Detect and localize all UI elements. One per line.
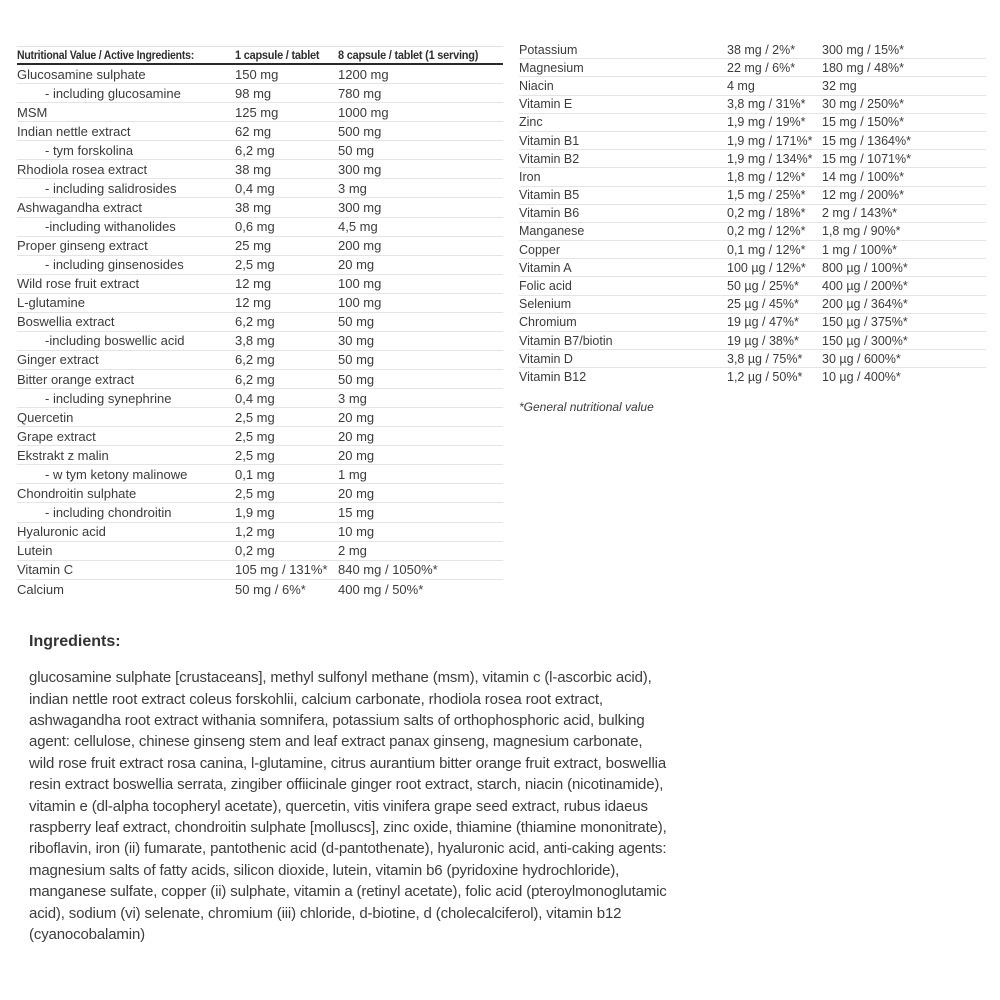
row-value-per-serving: 300 mg / 15%* <box>822 42 904 57</box>
row-label: Vitamin E <box>519 97 573 112</box>
row-value-per-serving: 780 mg <box>338 85 382 101</box>
row-label: Vitamin A <box>519 260 572 275</box>
row-value-per-capsule: 25 mg <box>235 238 272 254</box>
row-value-per-capsule: 1,9 mg / 171%* <box>727 133 813 148</box>
table-row <box>17 122 503 141</box>
row-value-per-capsule: 22 mg / 6%* <box>727 60 796 75</box>
row-value-per-capsule: 0,6 mg <box>235 219 275 235</box>
table-row <box>17 370 503 389</box>
row-label: Bitter orange extract <box>17 371 135 387</box>
table-body <box>17 65 503 599</box>
row-label: Chromium <box>519 315 577 330</box>
table-row <box>17 198 503 217</box>
row-value-per-capsule: 6,2 mg <box>235 314 275 330</box>
row-label: Magnesium <box>519 60 584 75</box>
vitamins-minerals-table <box>519 41 986 414</box>
row-value-per-capsule: 3,8 µg / 75%* <box>727 351 803 366</box>
row-label: Potassium <box>519 42 578 57</box>
row-label: Chondroitin sulphate <box>17 485 137 501</box>
row-label: Vitamin C <box>17 562 74 578</box>
row-label: Glucosamine sulphate <box>17 66 146 82</box>
table-row <box>17 408 503 427</box>
row-value-per-capsule: 1,2 µg / 50%* <box>727 370 803 385</box>
active-ingredients-table <box>17 46 503 599</box>
table-row <box>17 389 503 408</box>
table-row <box>519 241 986 259</box>
row-value-per-capsule: 98 mg <box>235 85 272 101</box>
table-row <box>519 77 986 95</box>
row-value-per-capsule: 0,2 mg <box>235 543 275 559</box>
row-value-per-capsule: 62 mg <box>235 123 272 139</box>
table-row <box>17 503 503 522</box>
row-label: L-glutamine <box>17 295 85 311</box>
row-value-per-serving: 1000 mg <box>338 104 389 120</box>
row-value-per-serving: 50 mg <box>338 371 375 387</box>
row-value-per-capsule: 3,8 mg <box>235 333 275 349</box>
row-value-per-serving: 200 mg <box>338 238 382 254</box>
row-label: Niacin <box>519 78 554 93</box>
table-row <box>519 132 986 150</box>
column-header-per-serving: 8 capsule / tablet (1 serving) <box>338 48 479 62</box>
row-value-per-serving: 10 mg <box>338 524 375 540</box>
row-value-per-serving: 12 mg / 200%* <box>822 188 904 203</box>
row-value-per-serving: 400 mg / 50%* <box>338 581 424 597</box>
row-label: Ashwagandha extract <box>17 199 143 215</box>
row-label: Selenium <box>519 297 572 312</box>
table-row <box>17 542 503 561</box>
row-value-per-capsule: 12 mg <box>235 295 272 311</box>
row-value-per-serving: 15 mg / 1071%* <box>822 151 911 166</box>
table-row <box>17 427 503 446</box>
row-value-per-serving: 50 mg <box>338 314 375 330</box>
row-value-per-capsule: 6,2 mg <box>235 352 275 368</box>
row-value-per-serving: 150 µg / 300%* <box>822 333 908 348</box>
table-row <box>17 256 503 275</box>
row-label: - including chondroitin <box>45 504 172 520</box>
row-label: Hyaluronic acid <box>17 524 106 540</box>
row-value-per-serving: 2 mg / 143%* <box>822 206 898 221</box>
row-value-per-capsule: 25 µg / 45%* <box>727 297 799 312</box>
row-value-per-capsule: 1,9 mg <box>235 504 275 520</box>
row-value-per-serving: 100 mg <box>338 295 382 311</box>
table-row <box>17 484 503 503</box>
row-value-per-serving: 180 mg / 48%* <box>822 60 904 75</box>
row-label: Folic acid <box>519 279 572 294</box>
row-label: -including withanolides <box>45 219 176 235</box>
table-row <box>17 179 503 198</box>
row-value-per-capsule: 2,5 mg <box>235 428 275 444</box>
row-label: - including glucosamine <box>45 85 181 101</box>
row-value-per-serving: 1 mg <box>338 466 367 482</box>
row-value-per-serving: 1,8 mg / 90%* <box>822 224 901 239</box>
table-row <box>519 114 986 132</box>
table-row <box>17 523 503 542</box>
table-row <box>17 294 503 313</box>
table-row <box>17 65 503 84</box>
table-row <box>519 277 986 295</box>
row-value-per-capsule: 0,4 mg <box>235 390 275 406</box>
row-value-per-serving: 800 µg / 100%* <box>822 260 908 275</box>
row-value-per-serving: 300 mg <box>338 161 382 177</box>
table-row <box>17 237 503 256</box>
row-value-per-serving: 1 mg / 100%* <box>822 242 898 257</box>
ingredients-title: Ingredients: <box>29 633 121 650</box>
row-label: Vitamin B6 <box>519 206 580 221</box>
table-row <box>17 275 503 294</box>
row-value-per-serving: 840 mg / 1050%* <box>338 562 438 578</box>
row-value-per-serving: 20 mg <box>338 257 375 273</box>
row-value-per-serving: 30 mg <box>338 333 375 349</box>
row-value-per-serving: 30 µg / 600%* <box>822 351 901 366</box>
general-nutritional-value-footnote: *General nutritional value <box>519 399 654 414</box>
row-value-per-capsule: 1,5 mg / 25%* <box>727 188 806 203</box>
table-body <box>519 41 986 387</box>
table-row <box>17 218 503 237</box>
row-value-per-capsule: 105 mg / 131%* <box>235 562 328 578</box>
row-label: Iron <box>519 169 541 184</box>
table-row <box>519 187 986 205</box>
row-value-per-capsule: 100 µg / 12%* <box>727 260 806 275</box>
row-value-per-serving: 20 mg <box>338 447 375 463</box>
table-row <box>519 168 986 186</box>
table-row <box>519 368 986 386</box>
table-row <box>519 205 986 223</box>
table-row <box>17 561 503 580</box>
row-value-per-serving: 10 µg / 400%* <box>822 370 901 385</box>
row-value-per-capsule: 19 µg / 38%* <box>727 333 799 348</box>
row-value-per-capsule: 4 mg <box>727 78 755 93</box>
row-label: Vitamin B12 <box>519 370 587 385</box>
row-value-per-serving: 20 mg <box>338 428 375 444</box>
table-row <box>17 351 503 370</box>
row-value-per-serving: 300 mg <box>338 199 382 215</box>
table-row <box>519 59 986 77</box>
row-value-per-serving: 100 mg <box>338 276 382 292</box>
row-label: Vitamin B5 <box>519 188 580 203</box>
row-value-per-serving: 50 mg <box>338 352 375 368</box>
row-label: Ginger extract <box>17 352 99 368</box>
table-row <box>17 465 503 484</box>
row-value-per-capsule: 2,5 mg <box>235 447 275 463</box>
row-value-per-capsule: 0,4 mg <box>235 180 275 196</box>
row-label: Proper ginseng extract <box>17 238 148 254</box>
row-label: Manganese <box>519 224 585 239</box>
row-value-per-serving: 400 µg / 200%* <box>822 279 908 294</box>
row-value-per-serving: 15 mg / 1364%* <box>822 133 911 148</box>
table-row <box>519 350 986 368</box>
row-value-per-serving: 2 mg <box>338 543 367 559</box>
table-row <box>519 223 986 241</box>
column-header-ingredients: Nutritional Value / Active Ingredients: <box>17 48 195 62</box>
table-row <box>519 296 986 314</box>
row-value-per-capsule: 3,8 mg / 31%* <box>727 97 806 112</box>
row-value-per-serving: 30 mg / 250%* <box>822 97 904 112</box>
table-row <box>519 259 986 277</box>
row-label: Vitamin B7/biotin <box>519 333 613 348</box>
table-row <box>519 150 986 168</box>
row-value-per-capsule: 2,5 mg <box>235 485 275 501</box>
row-value-per-capsule: 38 mg / 2%* <box>727 42 796 57</box>
row-label: MSM <box>17 104 48 120</box>
row-label: Quercetin <box>17 409 74 425</box>
row-value-per-serving: 150 µg / 375%* <box>822 315 908 330</box>
row-value-per-serving: 500 mg <box>338 123 382 139</box>
table-row <box>519 41 986 59</box>
table-header <box>17 46 503 65</box>
row-value-per-serving: 32 mg <box>822 78 857 93</box>
row-value-per-serving: 14 mg / 100%* <box>822 169 904 184</box>
row-value-per-capsule: 0,2 mg / 18%* <box>727 206 806 221</box>
row-label: Lutein <box>17 543 53 559</box>
row-label: Calcium <box>17 581 64 597</box>
row-value-per-serving: 50 mg <box>338 142 375 158</box>
row-label: Vitamin D <box>519 351 573 366</box>
row-label: Vitamin B1 <box>519 133 580 148</box>
row-value-per-serving: 3 mg <box>338 390 367 406</box>
row-label: Rhodiola rosea extract <box>17 161 148 177</box>
table-row <box>519 96 986 114</box>
row-label: - including ginsenosides <box>45 257 184 273</box>
row-value-per-serving: 200 µg / 364%* <box>822 297 908 312</box>
row-value-per-serving: 4,5 mg <box>338 219 378 235</box>
row-value-per-capsule: 1,2 mg <box>235 524 275 540</box>
row-value-per-capsule: 150 mg <box>235 66 279 82</box>
row-value-per-serving: 20 mg <box>338 409 375 425</box>
row-label: Vitamin B2 <box>519 151 580 166</box>
ingredients-section <box>29 632 669 945</box>
row-label: Boswellia extract <box>17 314 115 330</box>
ingredients-text: glucosamine sulphate [crustaceans], methyl sulfonyl methane (msm), vitamin c (l-ascorbic acid), indian nettle root extract coleus forskohlii, calcium carbonate, rhodiola rosea root extract, ashwagandha root extract withania somnifera, potassium salts of orthophosphoric acid, bulking agent: cellulose, chinese ginseng stem and leaf extract panax ginseng, magnesium carbonate, wild rose fruit extract rosa canina, l-glutamine, citrus aurantium bitter orange fruit extract, boswellia resin extract boswellia serrata, zingiber offiicinale ginger root extract, starch, niacin (nicotinamide), vitamin e (dl-alpha tocopheryl acetate), quercetin, vitis vinifera grape seed extract, rubus idaeus raspberry leaf extract, chondroitin sulphate [molluscs], zinc oxide, thiamine (thiamine mononitrate), riboflavin, iron (ii) fumarate, pantothenic acid (d-pantothenate), hyaluronic acid, anti-caking agents: magnesium salts of fatty acids, silicon dioxide, lutein, vitamin b6 (pyridoxine hydrochloride), manganese sulfate, copper (ii) sulphate, vitamin a (retinyl acetate), folic acid (pteroylmonoglutamic acid), sodium (vi) selenate, chromium (iii) chloride, d-biotine, d (cholecalciferol), vitamin b12 (cyanocobalamin) <box>29 669 667 944</box>
row-value-per-capsule: 1,9 mg / 134%* <box>727 151 813 166</box>
row-label: Zinc <box>519 115 543 130</box>
row-label: Ekstrakt z malin <box>17 447 109 463</box>
row-value-per-capsule: 125 mg <box>235 104 279 120</box>
row-value-per-serving: 3 mg <box>338 180 367 196</box>
row-value-per-serving: 15 mg / 150%* <box>822 115 904 130</box>
row-label: Copper <box>519 242 560 257</box>
row-value-per-serving: 15 mg <box>338 504 375 520</box>
row-value-per-serving: 1200 mg <box>338 66 389 82</box>
row-label: - w tym ketony malinowe <box>45 466 188 482</box>
table-row <box>17 446 503 465</box>
table-row <box>17 332 503 351</box>
row-value-per-capsule: 12 mg <box>235 276 272 292</box>
row-value-per-capsule: 2,5 mg <box>235 257 275 273</box>
row-value-per-capsule: 2,5 mg <box>235 409 275 425</box>
row-value-per-capsule: 0,1 mg <box>235 466 275 482</box>
row-value-per-serving: 20 mg <box>338 485 375 501</box>
row-value-per-capsule: 6,2 mg <box>235 371 275 387</box>
row-value-per-capsule: 1,8 mg / 12%* <box>727 169 806 184</box>
table-row <box>17 141 503 160</box>
row-value-per-capsule: 38 mg <box>235 161 272 177</box>
row-label: - including synephrine <box>45 390 172 406</box>
table-row <box>17 313 503 332</box>
row-value-per-capsule: 6,2 mg <box>235 142 275 158</box>
table-row <box>17 160 503 179</box>
row-value-per-capsule: 0,1 mg / 12%* <box>727 242 806 257</box>
row-label: Indian nettle extract <box>17 123 131 139</box>
row-value-per-capsule: 50 mg / 6%* <box>235 581 306 597</box>
column-header-per-capsule: 1 capsule / tablet <box>235 48 320 62</box>
row-value-per-capsule: 0,2 mg / 12%* <box>727 224 806 239</box>
row-label: Grape extract <box>17 428 96 444</box>
table-row <box>17 580 503 599</box>
table-row <box>17 84 503 103</box>
row-label: Wild rose fruit extract <box>17 276 140 292</box>
row-label: - including salidrosides <box>45 180 177 196</box>
table-row <box>519 332 986 350</box>
table-row <box>519 314 986 332</box>
row-value-per-capsule: 1,9 mg / 19%* <box>727 115 806 130</box>
row-label: -including boswellic acid <box>45 333 185 349</box>
row-value-per-capsule: 38 mg <box>235 199 272 215</box>
row-value-per-capsule: 19 µg / 47%* <box>727 315 799 330</box>
row-label: - tym forskolina <box>45 142 134 158</box>
table-row <box>17 103 503 122</box>
row-value-per-capsule: 50 µg / 25%* <box>727 279 799 294</box>
